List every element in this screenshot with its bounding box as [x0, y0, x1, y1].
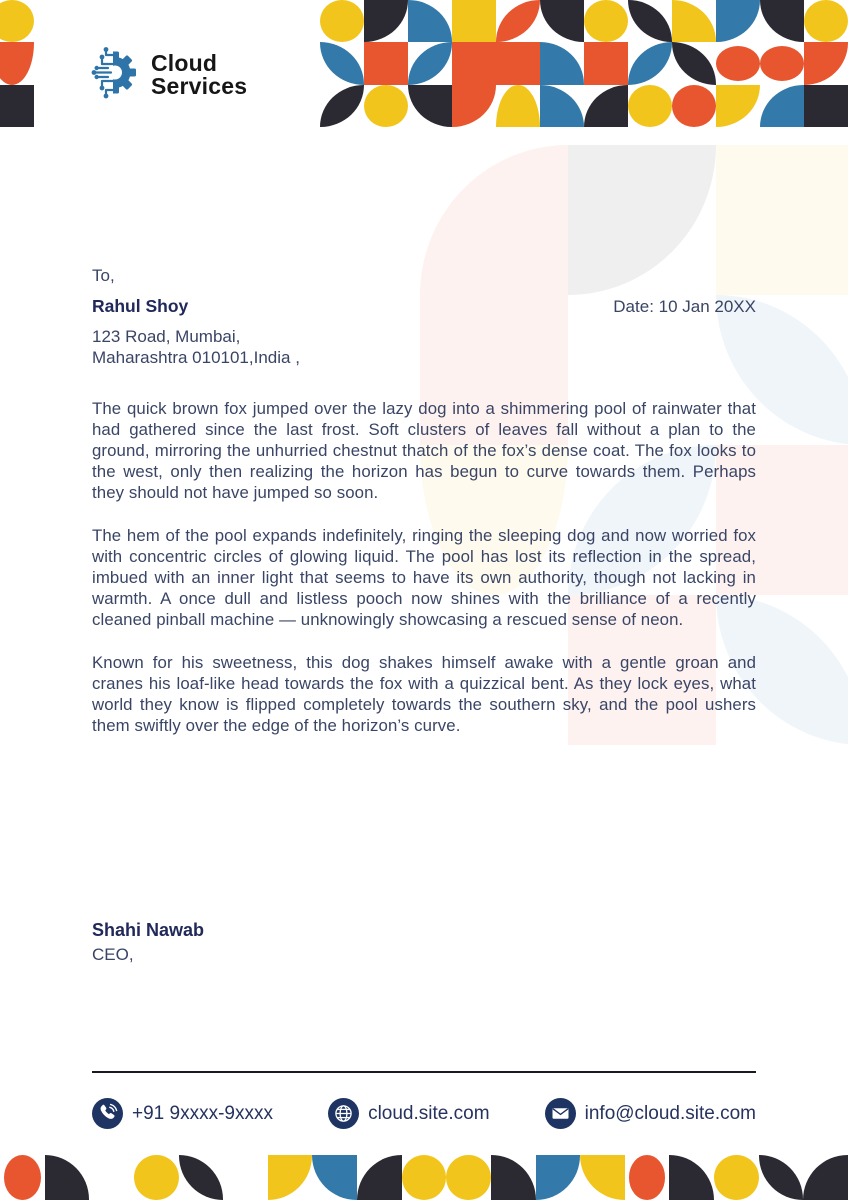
pattern-tile — [669, 1155, 714, 1200]
pattern-tile — [320, 42, 364, 84]
paragraph-2: The hem of the pool expands indefinitely, ringing the sleeping dog and now worried fox with concentric circles of glowing liquid. The pool has lost its reflection in the spread, imbued with an inner light that seems to have its own authority, though not lacking in warmth. A once dull and listless pooch now shines with the brilliance of a recently cleaned pinball machine — unknowingly showcasing a rescued sense of neon. — [92, 526, 756, 629]
pattern-tile — [584, 42, 628, 84]
top-left-pattern — [0, 0, 34, 127]
pattern-tile — [452, 42, 496, 84]
pattern-tile — [179, 1155, 224, 1200]
pattern-tile — [134, 1155, 179, 1200]
phone-number: +91 9xxxx-9xxxx — [132, 1102, 273, 1124]
footer-contacts — [92, 1098, 756, 1129]
mail-icon — [545, 1098, 576, 1129]
pattern-tile — [584, 85, 628, 127]
logo-word-1: Cloud — [151, 50, 218, 76]
globe-icon — [328, 1098, 359, 1129]
pattern-tile — [716, 0, 760, 42]
recipient-address-line2: Maharashtra 010101,India , — [92, 348, 300, 367]
pattern-tile — [716, 145, 848, 295]
pattern-tile — [408, 0, 452, 42]
pattern-tile — [408, 42, 452, 84]
salutation: To, — [92, 266, 115, 285]
logo-word-2: Services — [151, 73, 248, 99]
pattern-tile — [364, 0, 408, 42]
pattern-tile — [312, 1155, 357, 1200]
pattern-tile — [268, 1155, 313, 1200]
pattern-tile — [364, 42, 408, 84]
logo — [88, 42, 247, 108]
pattern-tile — [759, 1155, 804, 1200]
pattern-tile — [0, 42, 34, 84]
pattern-tile — [408, 85, 452, 127]
pattern-tile — [0, 85, 34, 127]
pattern-tile — [760, 42, 804, 84]
pattern-tile — [357, 1155, 402, 1200]
contact-phone — [92, 1098, 273, 1129]
circuit-gear-icon — [88, 42, 142, 108]
pattern-tile — [716, 42, 760, 84]
contact-website[interactable] — [328, 1098, 489, 1129]
pattern-tile — [804, 42, 848, 84]
pattern-tile — [420, 145, 568, 295]
pattern-tile — [628, 0, 672, 42]
pattern-tile — [628, 85, 672, 127]
pattern-tile — [496, 42, 540, 84]
pattern-tile — [760, 85, 804, 127]
pattern-tile — [0, 1155, 45, 1200]
top-right-pattern — [320, 0, 848, 127]
email-address[interactable]: info@cloud.site.com — [584, 1102, 756, 1124]
signature-title: CEO, — [92, 945, 134, 964]
pattern-tile — [625, 1155, 670, 1200]
signature-block — [92, 920, 204, 965]
pattern-tile — [45, 1155, 90, 1200]
pattern-tile — [320, 0, 364, 42]
recipient-block — [92, 266, 300, 368]
pattern-tile — [672, 85, 716, 127]
signature-name: Shahi Nawab — [92, 920, 205, 940]
footer-divider — [92, 1071, 756, 1073]
pattern-tile — [672, 0, 716, 42]
pattern-tile — [584, 0, 628, 42]
pattern-tile — [714, 1155, 759, 1200]
recipient-name: Rahul Shoy — [92, 296, 189, 316]
phone-icon — [92, 1098, 123, 1129]
pattern-tile — [0, 0, 34, 42]
pattern-tile — [804, 85, 848, 127]
logo-wordmark — [151, 52, 247, 98]
pattern-tile — [89, 1155, 134, 1200]
pattern-tile — [402, 1155, 447, 1200]
website-url[interactable]: cloud.site.com — [368, 1102, 490, 1124]
letter-date: Date: 10 Jan 20XX — [613, 297, 756, 316]
pattern-tile — [491, 1155, 536, 1200]
pattern-tile — [540, 0, 584, 42]
pattern-tile — [580, 1155, 625, 1200]
pattern-tile — [760, 0, 804, 42]
recipient-address-line1: 123 Road, Mumbai, — [92, 327, 241, 346]
pattern-tile — [452, 0, 496, 42]
pattern-tile — [446, 1155, 491, 1200]
pattern-tile — [452, 85, 496, 127]
pattern-tile — [496, 85, 540, 127]
pattern-tile — [716, 85, 760, 127]
pattern-tile — [803, 1155, 848, 1200]
paragraph-1: The quick brown fox jumped over the lazy dog into a shimmering pool of rainwater that had gathered since the last frost. Soft clusters of leaves fall without a plan to the ground, mirroring the unhurried chestnut thatch of the fox’s dense coat. The fox looks to the west, only then realizing the horizon has begun to curve towards them. Perhaps they should not have jumped so soon. — [92, 399, 756, 502]
letter-body — [92, 398, 756, 758]
pattern-tile — [672, 42, 716, 84]
contact-email[interactable] — [545, 1098, 756, 1129]
pattern-tile — [364, 85, 408, 127]
pattern-tile — [628, 42, 672, 84]
pattern-tile — [536, 1155, 581, 1200]
pattern-tile — [320, 85, 364, 127]
pattern-tile — [568, 145, 716, 295]
pattern-tile — [804, 0, 848, 42]
pattern-tile — [223, 1155, 268, 1200]
paragraph-3: Known for his sweetness, this dog shakes himself awake with a gentle groan and cranes his loaf-like head towards the fox with a quizzical bent. As they lock eyes, what world they know is flipped completely towards the southern sky, and the pool ushers them swiftly over the edge of the horizon’s curve. — [92, 653, 756, 735]
bottom-pattern — [0, 1155, 848, 1200]
pattern-tile — [496, 0, 540, 42]
pattern-tile — [540, 42, 584, 84]
pattern-tile — [540, 85, 584, 127]
